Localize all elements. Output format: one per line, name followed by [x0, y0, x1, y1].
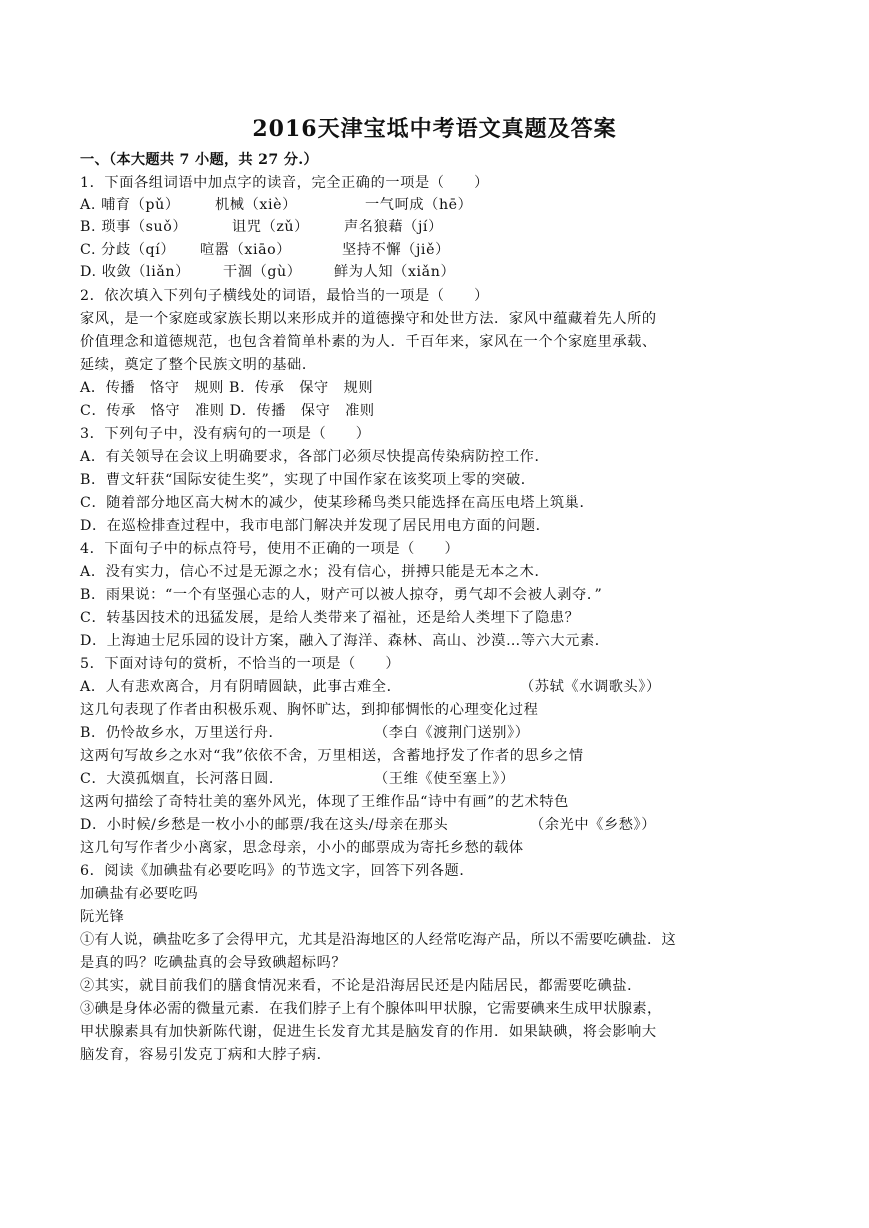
q6-article-title: 加碘盐有必要吃吗 [80, 886, 199, 902]
q5-a-source: （苏轼《水调歌头》） [520, 679, 661, 695]
q5-d-verse: D．小时候/乡愁是一枚小小的邮票/我在这头/母亲在那头 [80, 817, 449, 833]
q2-passage-line-3: 延续，奠定了整个民族文明的基础． [80, 357, 317, 373]
q1-option-a [80, 194, 792, 216]
q6-paragraph-3b: 甲状腺素具有加快新陈代谢，促进生长发育尤其是脑发育的作用．如果缺碘，将会影响大 [80, 1024, 657, 1040]
q3-option-d: D．在巡检排查过程中，我市电部门解决并发现了居民用电方面的问题． [80, 518, 551, 534]
q1-d-3: 鲜为人知（xiǎn） [334, 264, 456, 280]
q2-stem: 2．依次填入下列句子横线处的词语，最恰当的一项是（ ） [80, 288, 489, 304]
q3-option-c: C．随着部分地区高大树木的减少，使某珍稀鸟类只能选择在高压电塔上筑巢． [80, 495, 595, 511]
q5-d-source: （余光中《乡愁》） [530, 817, 656, 833]
q5-c-source: （王维《使至塞上》） [374, 771, 515, 787]
q6-paragraph-3a: ③碘是身体必需的微量元素．在我们脖子上有个腺体叫甲状腺，它需要碘来生成甲状腺素， [80, 1001, 662, 1017]
q3-option-a: A．有关领导在会议上明确要求，各部门必须尽快提高传染病防控工作． [80, 449, 550, 465]
q5-a-verse: A．人有悲欢离合，月有阴晴圆缺，此事古难全． [80, 679, 402, 695]
q1-option-c [80, 239, 792, 261]
q1-d-2: 干涸（gù） [223, 264, 302, 280]
q4-stem: 4．下面句子中的标点符号，使用不正确的一项是（ ） [80, 541, 460, 557]
q5-option-c [80, 768, 792, 790]
q6-paragraph-1a: ①有人说，碘盐吃多了会得甲亢，尤其是沿海地区的人经常吃海产品，所以不需要吃碘盐．这 [80, 932, 677, 948]
section-header: 一、（本大题共 7 小题，共 27 分.） [80, 152, 318, 168]
q1-b-1: B. 琐事（suǒ） [80, 219, 188, 235]
q5-d-note: 这几句写作者少小离家，思念母亲，小小的邮票成为寄托乡愁的载体 [80, 840, 524, 856]
q1-a-1: A. 哺育（pǔ） [80, 197, 180, 213]
q5-b-note: 这两句写故乡之水对“我”依依不舍，万里相送，含蓄地抒发了作者的思乡之情 [80, 748, 584, 764]
q5-b-verse: B．仍怜故乡水，万里送行舟． [80, 725, 284, 741]
q1-option-b [80, 216, 792, 238]
q2-options-ab: A．传播 恪守 规则 B．传承 保守 规则 [80, 380, 374, 396]
q5-c-note: 这两句描绘了奇特壮美的塞外风光，体现了王维作品“诗中有画”的艺术特色 [80, 794, 569, 810]
q3-stem: 3．下列句子中，没有病句的一项是（ ） [80, 426, 371, 442]
q1-b-2: 诅咒（zǔ） [232, 219, 309, 235]
page-title: 2016天津宝坻中考语文真题及答案 [252, 116, 617, 142]
q5-c-verse: C．大漠孤烟直，长河落日圆． [80, 771, 284, 787]
q6-paragraph-1b: 是真的吗？吃碘盐真的会导致碘超标吗？ [80, 955, 347, 971]
q1-b-3: 声名狼藉（jí） [344, 219, 443, 235]
q6-paragraph-3c: 脑发育，容易引发克丁病和大脖子病． [80, 1047, 332, 1063]
q4-option-a: A．没有实力，信心不过是无源之水；没有信心，拼搏只能是无本之木． [80, 564, 550, 580]
q6-stem: 6．阅读《加碘盐有必要吃吗》的节选文字，回答下列各题． [80, 863, 475, 879]
q1-option-d [80, 261, 792, 283]
q5-b-source: （李白《渡荆门送别》） [374, 725, 530, 741]
q4-option-b: B．雨果说：“一个有坚强心志的人，财产可以被人掠夺，勇气却不会被人剥夺．” [80, 587, 603, 603]
q2-options-cd: C．传承 恪守 准则 D．传播 保守 准则 [80, 403, 375, 419]
q1-a-3: 一气呵成（hē） [365, 197, 473, 213]
q5-option-a [80, 676, 792, 698]
q4-option-c: C．转基因技术的迅猛发展，是给人类带来了福祉，还是给人类埋下了隐患？ [80, 610, 580, 626]
q1-a-2: 机械（xiè） [215, 197, 297, 213]
q1-c-1: C. 分歧（qí） [80, 242, 176, 258]
q1-c-3: 坚持不懈（jiě） [342, 242, 450, 258]
q1-d-1: D. 收敛（liǎn） [80, 264, 190, 280]
q5-stem: 5．下面对诗句的赏析，不恰当的一项是（ ） [80, 656, 401, 672]
q5-option-d [80, 814, 792, 836]
q6-article-author: 阮光锋 [80, 909, 125, 925]
q2-passage-line-1: 家风，是一个家庭或家族长期以来形成并的道德操守和处世方法．家风中蕴藏着先人所的 [80, 311, 657, 327]
q4-option-d: D．上海迪士尼乐园的设计方案，融入了海洋、森林、高山、沙漠…等六大元素． [80, 633, 610, 649]
q1-c-2: 喧嚣（xiāo） [200, 242, 292, 258]
q3-option-b: B．曹文轩获“国际安徒生奖”，实现了中国作家在该奖项上零的突破． [80, 472, 536, 488]
q5-option-b [80, 722, 792, 744]
q5-a-note: 这几句表现了作者由积极乐观、胸怀旷达，到抑郁惆怅的心理变化过程 [80, 702, 539, 718]
q1-stem: 1．下面各组词语中加点字的读音，完全正确的一项是（ ） [80, 175, 489, 191]
q2-passage-line-2: 价值理念和道德规范，也包含着简单朴素的为人．千百年来，家风在一个个家庭里承载、 [80, 334, 657, 350]
q6-paragraph-2: ②其实，就目前我们的膳食情况来看，不论是沿海居民还是内陆居民，都需要吃碘盐． [80, 978, 642, 994]
